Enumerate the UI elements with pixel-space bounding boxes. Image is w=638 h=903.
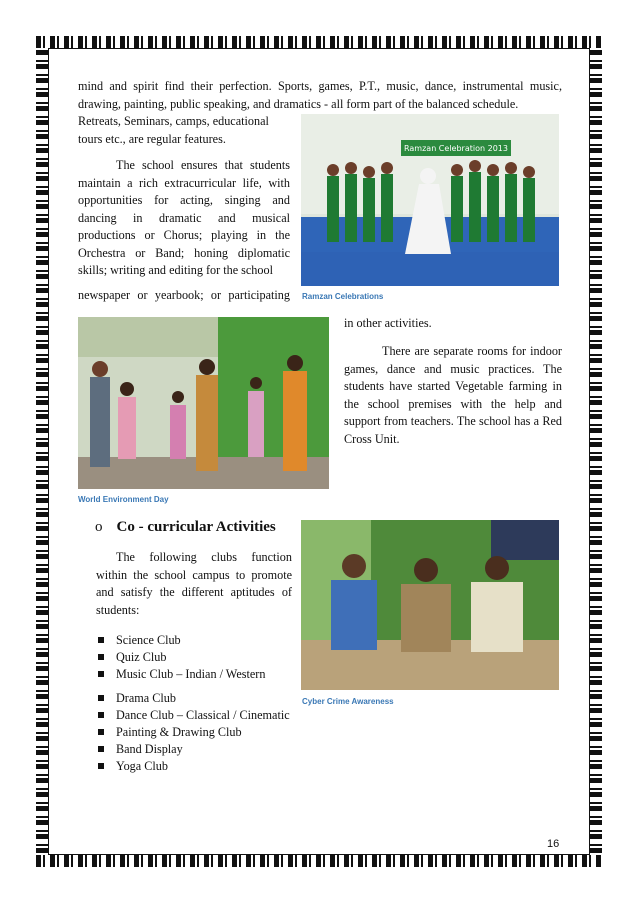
paragraph-2: The school ensures that students maintain a rich extracurricular life, with opportunities for acting, singing and dancing in dramatic and musical productions or Chorus; playing in the Orchestra or Band; honing diplomatic skills; writing and editing for the school bbox=[78, 158, 290, 277]
world-environment-day-photo bbox=[78, 317, 329, 489]
clubs-list-a bbox=[96, 632, 294, 683]
page-number: 16 bbox=[547, 838, 560, 850]
heading-text: Co - curricular Activities bbox=[116, 519, 276, 535]
list-item: Painting & Drawing Club bbox=[96, 724, 294, 741]
cyber-crime-awareness-photo bbox=[301, 520, 559, 690]
cyber-scene bbox=[301, 520, 559, 690]
list-item: Yoga Club bbox=[96, 758, 294, 775]
list-item: Quiz Club bbox=[96, 649, 294, 666]
paragraph-1: mind and spirit find their perfection. Sports, games, P.T., music, dance, instrumental music, drawing, painting, public speaking, and dramatics - all form part of the balanced schedule. bbox=[78, 79, 562, 111]
ramzan-celebrations-photo bbox=[301, 114, 559, 286]
paragraph-2-last: newspaper or yearbook; or participating bbox=[78, 288, 290, 302]
paragraph-2-continued: in other activities. bbox=[344, 316, 432, 330]
paragraph-1b: Retreats, Seminars, camps, educational tours etc., are regular features. bbox=[78, 114, 269, 146]
ramzan-scene bbox=[301, 114, 559, 286]
list-item: Drama Club bbox=[96, 690, 294, 707]
caption-cyber: Cyber Crime Awareness bbox=[302, 697, 394, 706]
list-item: Band Display bbox=[96, 741, 294, 758]
heading-bullet: o bbox=[95, 519, 103, 535]
caption-environment: World Environment Day bbox=[78, 495, 169, 504]
section-heading bbox=[95, 519, 276, 536]
caption-ramzan: Ramzan Celebrations bbox=[302, 292, 384, 301]
banner-text: Ramzan Celebration 2013 bbox=[404, 144, 508, 153]
list-item: Science Club bbox=[96, 632, 294, 649]
list-item: Dance Club – Classical / Cinematic bbox=[96, 707, 294, 724]
environment-scene bbox=[78, 317, 329, 489]
clubs-intro: The following clubs function within the school campus to promote and satisfy the different aptitudes of students: bbox=[96, 550, 292, 617]
list-item: Music Club – Indian / Western bbox=[96, 666, 294, 683]
clubs-list-b bbox=[96, 690, 294, 775]
paragraph-3: There are separate rooms for indoor games, dance and music practices. The students have started Vegetable farming in the school premises with the help and support from teachers. The school has a Red Cross Unit. bbox=[344, 344, 562, 446]
